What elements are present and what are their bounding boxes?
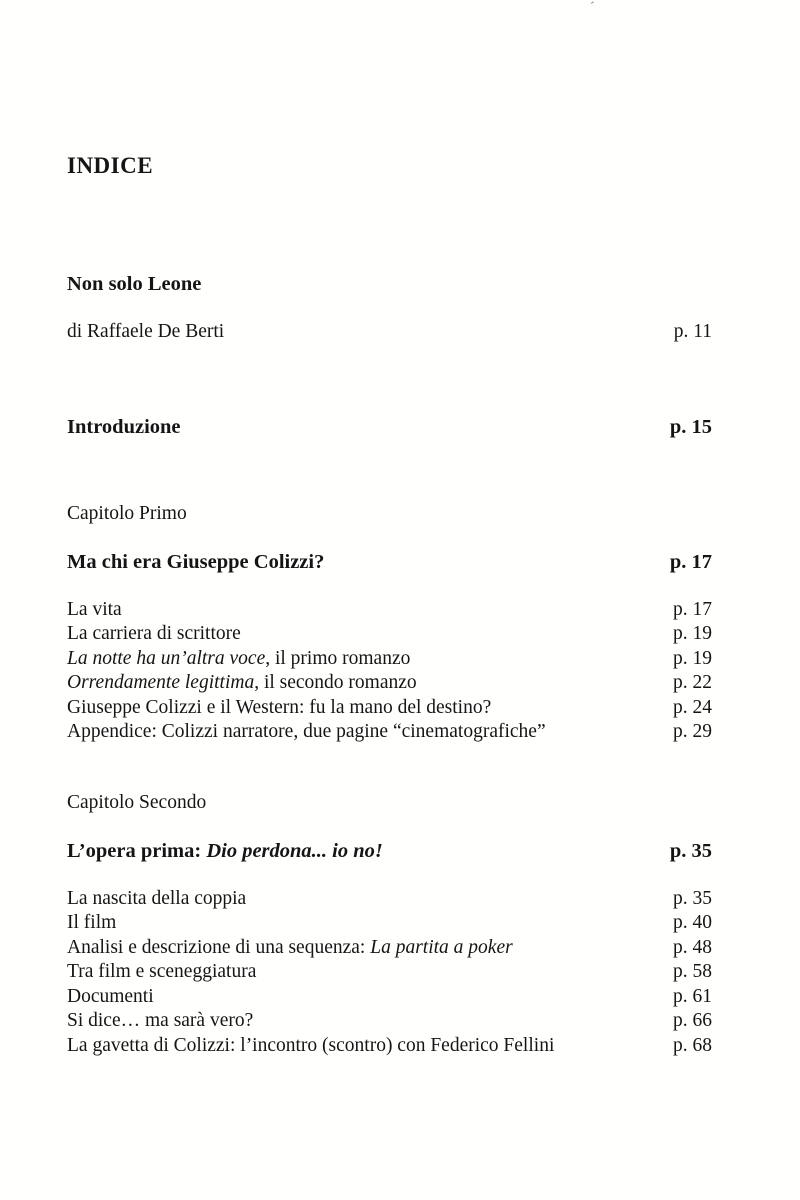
- toc-entry: [67, 1034, 712, 1059]
- toc-label-segment: Capitolo Primo: [67, 502, 187, 524]
- toc-page-number: p. 17: [673, 598, 712, 620]
- toc-label: [67, 671, 663, 696]
- toc-label-segment: , il secondo romanzo: [254, 672, 417, 693]
- toc-label: [67, 936, 663, 961]
- toc-page-number: p. 40: [673, 912, 712, 933]
- toc-label-segment: Il film: [67, 912, 117, 933]
- toc-label-segment: Tra film e sceneggiatura: [67, 961, 257, 982]
- toc-label: [67, 1009, 663, 1034]
- toc-label-segment: La vita: [67, 598, 122, 620]
- toc-section-heading: [67, 838, 712, 864]
- toc-page-number: p. 35: [673, 887, 712, 909]
- toc-entry: [67, 960, 712, 985]
- toc-label: [67, 622, 663, 647]
- toc-label-segment: La partita a poker: [370, 936, 513, 958]
- toc-entry: [67, 936, 712, 961]
- toc-label-segment: La nascita della coppia: [67, 887, 247, 909]
- toc-section-heading: [67, 414, 712, 440]
- toc-entry: [67, 911, 712, 936]
- toc-label-segment: L’opera prima:: [67, 839, 207, 862]
- toc-label: [67, 501, 712, 526]
- toc-label: [67, 549, 660, 575]
- toc-label-segment: , il primo romanzo: [265, 647, 411, 669]
- toc-label-segment: La notte ha un’altra voce: [67, 647, 266, 669]
- toc-page-number: p. 19: [673, 623, 712, 644]
- toc-label-segment: Giuseppe Colizzi e il Western: fu la mano del destino?: [67, 696, 492, 718]
- toc-label: [67, 985, 663, 1010]
- toc-label-segment: Non solo Leone: [67, 273, 202, 295]
- toc-entry: [67, 887, 712, 912]
- toc-label: [67, 790, 712, 815]
- toc-label-segment: Appendice: Colizzi narratore, due pagine “cinematografiche”: [67, 721, 546, 742]
- toc-label-segment: di Raffaele De Berti: [67, 321, 225, 342]
- toc-page-number: p. 58: [673, 961, 712, 982]
- toc-page-number: p. 29: [673, 721, 712, 742]
- toc-chapter-label: [67, 790, 712, 815]
- toc-blocks: [67, 271, 712, 1058]
- toc-page-number: p. 22: [673, 672, 712, 693]
- toc-label-segment: La carriera di scrittore: [67, 623, 241, 644]
- toc-label-segment: Documenti: [67, 985, 154, 1007]
- toc-page-number: p. 17: [669, 550, 712, 573]
- toc-page-number: p. 15: [669, 415, 712, 438]
- toc-page-number: p. 61: [673, 985, 712, 1007]
- stray-scan-mark: ´: [587, 0, 596, 17]
- toc-label-segment: Ma chi era Giuseppe Colizzi?: [67, 550, 325, 573]
- toc-page-number: p. 48: [673, 936, 712, 958]
- toc-entry: [67, 671, 712, 696]
- toc-label: [67, 720, 663, 745]
- toc-label: [67, 960, 663, 985]
- page-title: INDICE: [67, 153, 154, 178]
- toc-label: [67, 838, 660, 864]
- toc-label: [67, 271, 712, 297]
- toc-label: [67, 887, 663, 912]
- toc-label: [67, 414, 660, 440]
- toc-label-segment: Si dice… ma sarà vero?: [67, 1010, 254, 1031]
- toc-entry: [67, 1009, 712, 1034]
- toc-entry: [67, 696, 712, 721]
- toc-page-number: p. 35: [669, 839, 712, 862]
- toc-entry: [67, 720, 712, 745]
- toc-label-segment: Capitolo Secondo: [67, 791, 207, 813]
- toc-page-number: p. 24: [673, 696, 712, 718]
- toc-part-heading: [67, 271, 712, 297]
- toc-label: [67, 1034, 663, 1059]
- toc-label: [67, 911, 663, 936]
- toc-label-segment: Analisi e descrizione di una sequenza:: [67, 936, 371, 958]
- toc-label: [67, 647, 663, 672]
- toc-entry: [67, 622, 712, 647]
- toc-section-heading: [67, 549, 712, 575]
- toc-entry: [67, 985, 712, 1010]
- toc-label: [67, 696, 663, 721]
- toc-entry: [67, 647, 712, 672]
- toc-label-segment: La gavetta di Colizzi: l’incontro (scontro) con Federico Fellini: [67, 1034, 555, 1056]
- toc-page-number: p. 19: [673, 647, 712, 669]
- toc-page-number: p. 66: [673, 1010, 712, 1031]
- toc-label-segment: Orrendamente legittima: [67, 672, 255, 693]
- toc-byline: [67, 320, 712, 345]
- toc-label: [67, 320, 664, 345]
- toc-page-number: p. 11: [673, 321, 712, 342]
- toc-entry: [67, 598, 712, 623]
- toc-chapter-label: [67, 501, 712, 526]
- toc-label: [67, 598, 663, 623]
- toc-page-number: p. 68: [673, 1034, 712, 1056]
- toc-label-segment: Dio perdona... io no!: [206, 839, 383, 862]
- toc-label-segment: Introduzione: [67, 415, 181, 438]
